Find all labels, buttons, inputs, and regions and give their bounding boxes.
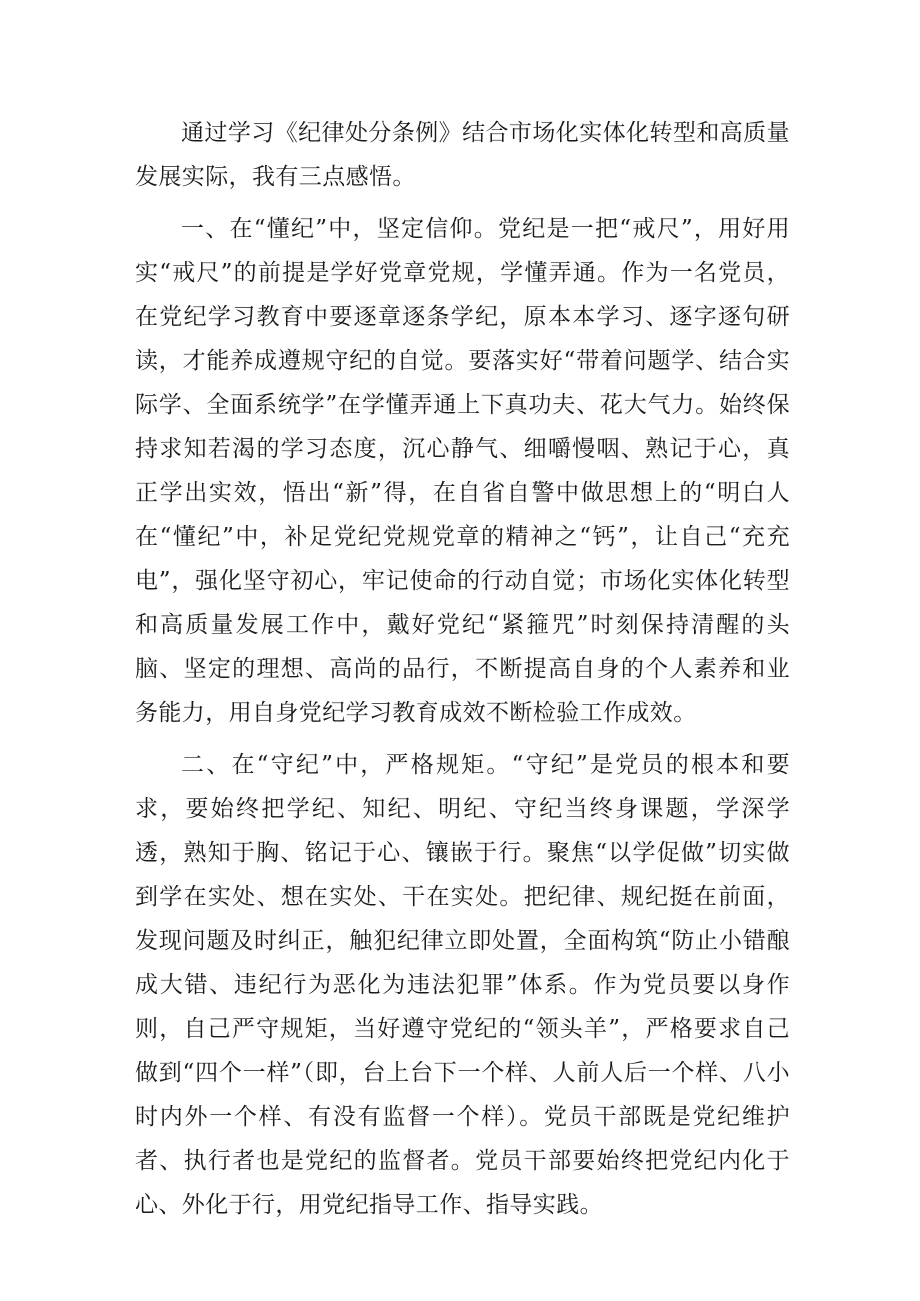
document-body — [135, 111, 790, 1227]
section-one-paragraph: 一、在“懂纪”中，坚定信仰。党纪是一把“戒尺”，用好用实“戒尺”的前提是学好党章党规，学懂弄通。作为一名党员，在党纪学习教育中要逐章逐条学纪，原本本学习、逐字逐句研读，才能养成遵规守纪的自觉。要落实好“带着问题学、结合实际学、全面系统学”在学懂弄通上下真功夫、花大气力。始终保持求知若渴的学习态度，沉心静气、细嚼慢咽、熟记于心，真正学出实效，悟出“新”得，在自省自警中做思想上的“明白人在“懂纪”中，补足党纪党规党章的精神之“钙”，让自己“充充电”，强化坚守初心，牢记使命的行动自觉；市场化实体化转型和高质量发展工作中，戴好党纪“紧箍咒”时刻保持清醒的头脑、坚定的理想、高尚的品行，不断提高自身的个人素养和业务能力，用自身党纪学习教育成效不断检验工作成效。 — [135, 216, 790, 726]
intro-paragraph: 通过学习《纪律处分条例》结合市场化实体化转型和高质量发展实际，我有三点感悟。 — [135, 120, 790, 190]
section-two-paragraph: 二、在“守纪”中，严格规矩。“守纪”是党员的根本和要求，要始终把学纪、知纪、明纪、守纪当终身课题，学深学透，熟知于胸、铭记于心、镶嵌于行。聚焦“以学促做”切实做到学在实处、想在实处、干在实处。把纪律、规纪挺在前面，发现问题及时纠正，触犯纪律立即处置，全面构筑“防止小错酿成大错、违纪行为恶化为违法犯罪”体系。作为党员要以身作则，自己严守规矩，当好遵守党纪的“领头羊”，严格要求自己做到“四个一样”（即，台上台下一个样、人前人后一个样、八小时内外一个样、有没有监督一个样）。党员干部既是党纪维护者、执行者也是党纪的监督者。党员干部要始终把党纪内化于心、外化于行，用党纪指导工作、指导实践。 — [135, 752, 790, 1218]
